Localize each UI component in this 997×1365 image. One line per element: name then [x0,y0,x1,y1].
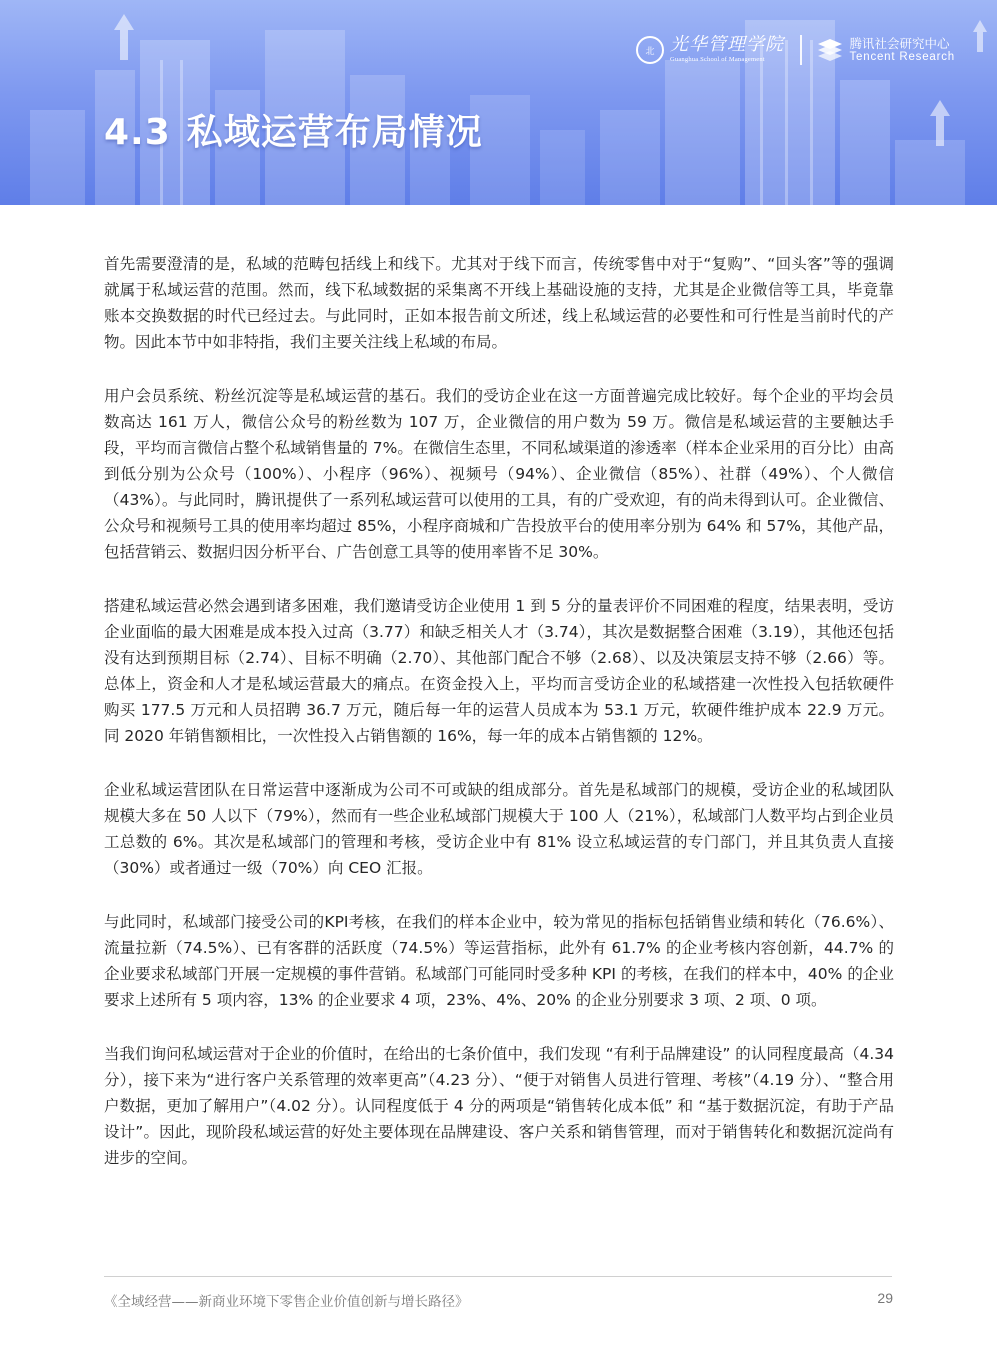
paragraph: 企业私域运营团队在日常运营中逐渐成为公司不可或缺的组成部分。首先是私域部门的规模，受访企业的私域团队规模大多在 50 人以下（79%），然而有一些企业私域部门规模大于 100 人（21%），私域部门人数平均占到企业员工总数的 6%。其次是私域部门的管理和考核，受访企业中有 81% 设立私域运营的专门部门，并且其负责人直接（30%）或者通过一级（70%）向 CEO 汇报。 [104,781,894,877]
tencent-research-name: 腾讯社会研究中心 [849,35,950,51]
tencent-research-logo [816,36,956,64]
header-logos [636,30,955,70]
section-title: 私域运营布局情况 [186,112,483,153]
footer-report-title: 《全域经营——新商业环境下零售企业价值创新与增长路径》 [104,1294,469,1310]
tencent-research-icon [816,36,844,64]
paragraph: 用户会员系统、粉丝沉淀等是私域运营的基石。我们的受访企业在这一方面普遍完成比较好。每个企业的平均会员数高达 161 万人，微信公众号的粉丝数为 107 万，企业微信的用户数为 59 万。微信是私域运营的主要触达手段，平均而言微信占整个私域销售量的 7%。在微信生态里，不同私域渠道的渗透率（样本企业采用的百分比）由高到低分别为公众号（100%）、小程序（96%）、视频号（94%）、企业微信（85%）、社群（49%）、个人微信（43%）。与此同时，腾讯提供了一系列私域运营可以使用的工具，有的广受欢迎，有的尚未得到认可。企业微信、公众号和视频号工具的使用率均超过 85%，小程序商城和广告投放平台的使用率分别为 64% 和 57%，其他产品，包括营销云、数据归因分析平台、广告创意工具等的使用率皆不足 30%。 [104,387,894,561]
guanghua-logo-english: Guanghua School of Management [670,56,765,64]
logo-divider [800,35,802,65]
header-banner [0,0,997,205]
tencent-research-english: Tencent Research [849,50,955,63]
paragraph: 首先需要澄清的是，私域的范畴包括线上和线下。尤其对于线下而言，传统零售中对于“复购”、“回头客”等的强调就属于私域运营的范围。然而，线下私域数据的采集离不开线上基础设施的支持，尤其是企业微信等工具，毕竟靠账本交换数据的时代已经过去。与此同时，正如本报告前文所述，线上私域运营的必要性和可行性是当前时代的产物。因此本节中如非特指，我们主要关注线上私域的布局。 [104,255,894,351]
paragraph: 当我们询问私域运营对于企业的价值时，在给出的七条价值中，我们发现 “有利于品牌建设” 的认同程度最高（4.34 分），接下来为“进行客户关系管理的效率更高”（4.23 分）、“便于对销售人员进行管理、考核”（4.19 分）、“整合用户数据，更加了解用户”（4.02 分）。认同程度低于 4 分的两项是“销售转化成本低” 和 “基于数据沉淀，有助于产品设计”。因此，现阶段私域运营的好处主要体现在品牌建设、客户关系和销售管理，而对于销售转化和数据沉淀尚有进步的空间。 [104,1045,894,1167]
page-number: 29 [877,1290,893,1306]
section-heading [104,104,483,155]
guanghua-logo [636,36,784,64]
body-text [104,251,894,1199]
guanghua-logo-name: 光华管理学院 [670,34,784,56]
pku-seal-icon: 北 [636,36,664,64]
paragraph: 搭建私域运营必然会遇到诸多困难，我们邀请受访企业使用 1 到 5 分的量表评价不同困难的程度，结果表明，受访企业面临的最大困难是成本投入过高（3.77）和缺乏相关人才（3.74），其次是数据整合困难（3.19），其他还包括没有达到预期目标（2.74）、目标不明确（2.70）、其他部门配合不够（2.68）、以及决策层支持不够（2.66）等。总体上，资金和人才是私域运营最大的痛点。在资金投入上，平均而言受访企业的私域搭建一次性投入包括软硬件购买 177.5 万元和人员招聘 36.7 万元，随后每一年的运营人员成本为 53.1 万元，软硬件维护成本 22.9 万元。同 2020 年销售额相比，一次性投入占销售额的 16%，每一年的成本占销售额的 12%。 [104,597,894,745]
section-number: 4.3 [104,112,171,153]
footer-divider [104,1276,892,1277]
paragraph: 与此同时，私域部门接受公司的KPI考核，在我们的样本企业中，较为常见的指标包括销售业绩和转化（76.6%）、流量拉新（74.5%）、已有客群的活跃度（74.5%）等运营指标，此外有 61.7% 的企业考核内容创新，44.7% 的企业要求私域部门开展一定规模的事件营销。私域部门可能同时受多种 KPI 的考核，在我们的样本中，40% 的企业要求上述所有 5 项内容，13% 的企业要求 4 项，23%、4%、20% 的企业分别要求 3 项、2 项、0 项。 [104,913,894,1009]
